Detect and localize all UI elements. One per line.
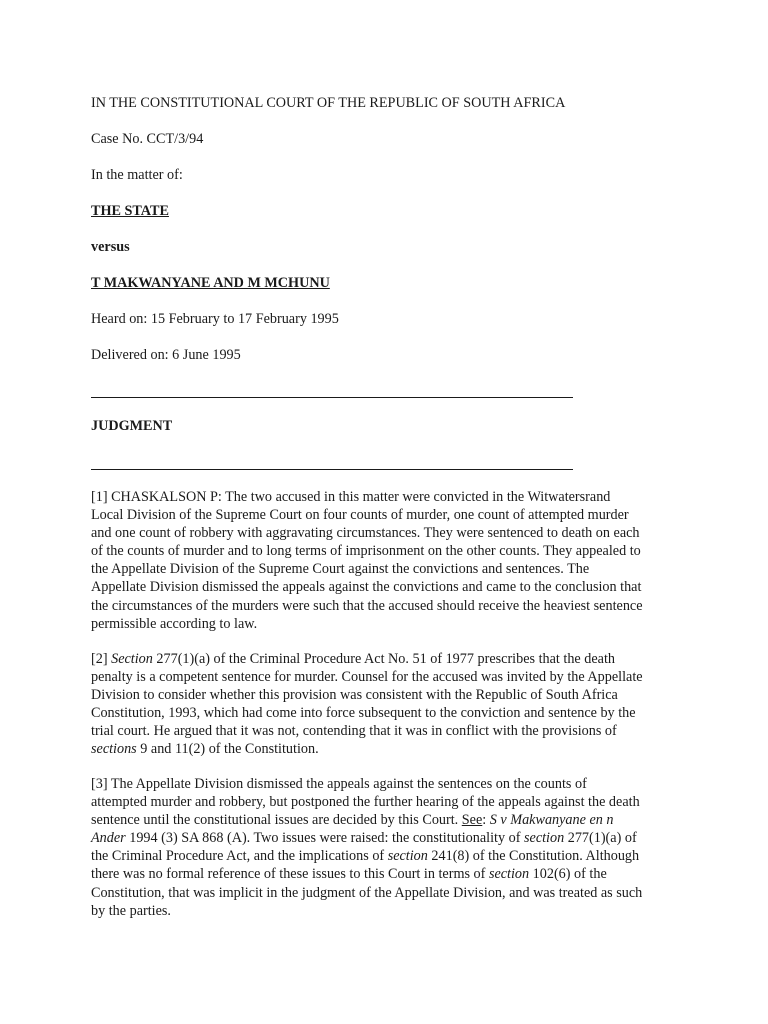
paragraph-number: [2] bbox=[91, 651, 112, 667]
italic-term: section bbox=[524, 830, 565, 847]
text-run: the Criminal Procedure Act, and the implications of bbox=[91, 848, 388, 865]
text-run: 277(1)(a) of bbox=[564, 830, 637, 847]
see-signal: See bbox=[461, 812, 483, 829]
paragraph-line: Local Division of the Supreme Court on four counts of murder, one count of attempted murder bbox=[91, 507, 629, 524]
text-run: 241(8) of the Constitution. Although bbox=[427, 848, 640, 865]
text-run: 277(1)(a) of the Criminal Procedure Act No. 51 of 1977 prescribes that the death bbox=[152, 651, 615, 667]
paragraph-2 bbox=[91, 650, 691, 759]
paragraph-line: penalty is a competent sentence for murder. Counsel for the accused was invited by the Appellate bbox=[91, 669, 643, 686]
paragraph-line: Division to consider whether this provision was consistent with the Republic of South Africa bbox=[91, 687, 618, 704]
text-run: 1994 (3) SA 868 (A). Two issues were raised: the constitutionality of bbox=[125, 830, 524, 847]
court-heading: IN THE CONSTITUTIONAL COURT OF THE REPUBLIC OF SOUTH AFRICA bbox=[91, 95, 566, 111]
divider-bottom bbox=[91, 469, 573, 470]
case-citation: S v Makwanyane en n bbox=[489, 812, 614, 829]
paragraph-1 bbox=[91, 488, 691, 633]
paragraph-line bbox=[91, 865, 691, 883]
paragraph-line: the Appellate Division of the Supreme Court against the convictions and sentences. The bbox=[91, 561, 590, 578]
paragraph-3 bbox=[91, 775, 691, 920]
paragraph-line: Constitution, that was implicit in the judgment of the Appellate Division, and was treated as such bbox=[91, 884, 643, 901]
delivered-date: Delivered on: 6 June 1995 bbox=[91, 347, 241, 363]
paragraph-line: [1] CHASKALSON P: The two accused in this matter were convicted in the Witwatersrand bbox=[91, 489, 611, 505]
case-citation: Ander bbox=[91, 830, 126, 847]
paragraph-line bbox=[91, 847, 691, 865]
paragraph-line: Constitution, 1993, which had come into force subsequent to the conviction and sentence by the bbox=[91, 705, 636, 722]
paragraph-line bbox=[91, 650, 691, 668]
case-number: Case No. CCT/3/94 bbox=[91, 131, 204, 147]
paragraph-line: and one count of robbery with aggravating circumstances. They were sentenced to death on each bbox=[91, 525, 640, 542]
text-run: 102(6) of the bbox=[529, 866, 607, 883]
paragraph-line: permissible according to law. bbox=[91, 615, 258, 632]
text-run: there was no formal reference of these issues to this Court in terms of bbox=[91, 866, 489, 883]
italic-term: sections bbox=[91, 741, 137, 758]
matter-label: In the matter of: bbox=[91, 167, 183, 183]
paragraph-line: by the parties. bbox=[91, 902, 171, 919]
paragraph-line bbox=[91, 811, 691, 829]
text-run: : bbox=[482, 812, 490, 829]
paragraph-line bbox=[91, 740, 691, 758]
judgment-heading: JUDGMENT bbox=[91, 418, 173, 434]
italic-term: Section bbox=[111, 651, 153, 667]
party-state: THE STATE bbox=[91, 203, 169, 219]
italic-term: section bbox=[387, 848, 428, 865]
party-accused: T MAKWANYANE AND M MCHUNU bbox=[91, 275, 330, 291]
paragraph-line bbox=[91, 829, 691, 847]
paragraph-line: the circumstances of the murders were such that the accused should receive the heaviest sentence bbox=[91, 597, 643, 614]
paragraph-line: of the counts of murder and to long terms of imprisonment on the other counts. They appealed to bbox=[91, 543, 641, 560]
text-run: 9 and 11(2) of the Constitution. bbox=[136, 741, 319, 758]
paragraph-line: [3] The Appellate Division dismissed the appeals against the sentences on the counts of bbox=[91, 776, 587, 792]
heard-date: Heard on: 15 February to 17 February 1995 bbox=[91, 311, 339, 327]
versus-label: versus bbox=[91, 239, 130, 255]
paragraph-line: Appellate Division dismissed the appeals against the convictions and came to the conclusion that bbox=[91, 579, 642, 596]
paragraph-line: trial court. He argued that it was not, contending that it was in conflict with the provisions of bbox=[91, 723, 617, 740]
divider-top bbox=[91, 397, 573, 398]
paragraph-line: attempted murder and robbery, but postponed the further hearing of the appeals against the death bbox=[91, 794, 640, 811]
italic-term: section bbox=[488, 866, 530, 883]
text-run: sentence until the constitutional issues are decided by this Court. bbox=[91, 812, 462, 829]
